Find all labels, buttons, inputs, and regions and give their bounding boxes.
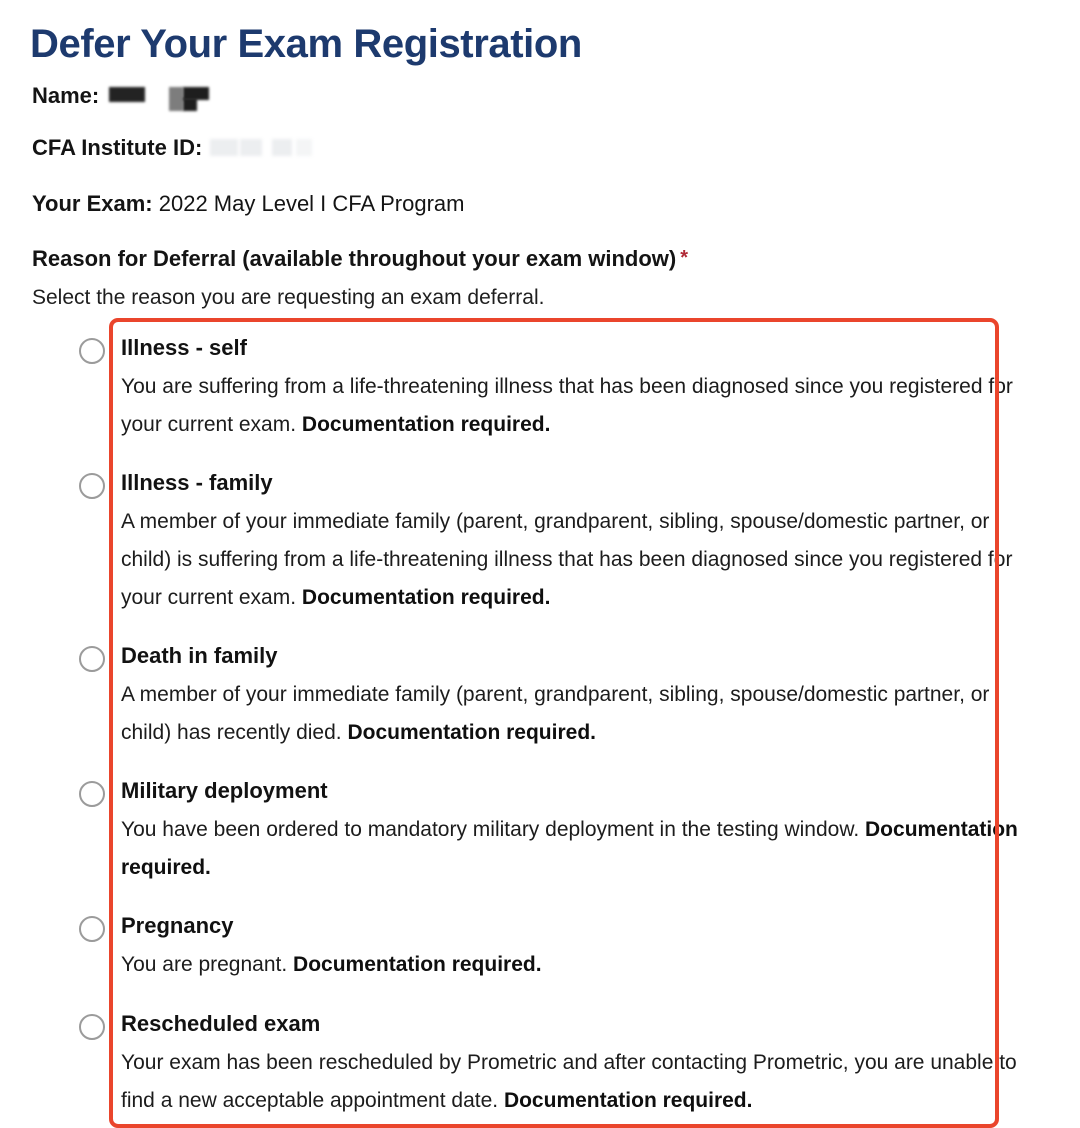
option-description-text: A member of your immediate family (parent, grandparent, sibling, spouse/domestic partner, or child) is suffering from a life-threatening illness that has been diagnosed since you registered for your current exam. xyxy=(121,510,1013,609)
option-documentation-note: Documentation required. xyxy=(301,413,551,436)
option-description xyxy=(121,1044,1021,1120)
option-body xyxy=(121,642,1051,752)
reason-question-help: Select the reason you are requesting an exam deferral. xyxy=(32,286,545,309)
option-description-text: You are suffering from a life-threatening illness that has been diagnosed since you registered for your current exam. xyxy=(121,375,1013,436)
option-description-text: Your exam has been rescheduled by Prometric and after contacting Prometric, you are unable to find a new acceptable appointment date. xyxy=(121,1051,1017,1112)
option-documentation-note: Documentation required. xyxy=(301,586,551,609)
option-body xyxy=(121,1010,1051,1120)
radio-button-icon[interactable] xyxy=(79,646,105,672)
radio-button-icon[interactable] xyxy=(79,1014,105,1040)
option-description xyxy=(121,811,1021,887)
cfa-institute-id-label: CFA Institute ID: xyxy=(32,135,203,160)
option-description xyxy=(121,946,1021,984)
option-description xyxy=(121,368,1021,444)
radio-button-icon[interactable] xyxy=(79,781,105,807)
redaction-block xyxy=(272,139,292,156)
option-documentation-note: Documentation required. xyxy=(293,953,542,976)
option-title: Rescheduled exam xyxy=(121,1011,321,1036)
redaction-block xyxy=(296,139,312,156)
reason-question-label xyxy=(32,244,688,273)
reason-question-text: Reason for Deferral (available throughout your exam window) xyxy=(32,246,677,271)
option-documentation-note: Documentation required. xyxy=(503,1089,753,1112)
redaction-block xyxy=(109,87,145,102)
option-title: Military deployment xyxy=(121,778,328,803)
option-body xyxy=(121,912,1051,984)
page-title: Defer Your Exam Registration xyxy=(30,21,582,66)
option-title: Illness - family xyxy=(121,470,273,495)
radio-button-icon[interactable] xyxy=(79,916,105,942)
option-title: Death in family xyxy=(121,643,278,668)
option-description-text: A member of your immediate family (parent, grandparent, sibling, spouse/domestic partner, or child) has recently died. xyxy=(121,683,990,744)
redaction-block xyxy=(240,139,262,156)
cfa-institute-id-redaction xyxy=(210,137,314,161)
option-description xyxy=(121,676,1021,752)
option-title: Pregnancy xyxy=(121,913,234,938)
redaction-block xyxy=(169,87,183,111)
option-description-text: You are pregnant. xyxy=(121,953,294,976)
applicant-name-label: Name: xyxy=(32,83,100,108)
cfa-institute-id-row xyxy=(32,134,314,162)
deferral-reason-radio-group[interactable] xyxy=(75,318,1080,1128)
option-documentation-note: Documentation required. xyxy=(121,818,1018,879)
required-asterisk-icon: * xyxy=(680,247,689,269)
option-documentation-note: Documentation required. xyxy=(347,721,596,744)
radio-button-icon[interactable] xyxy=(79,338,105,364)
option-body xyxy=(121,777,1051,887)
option-description xyxy=(121,503,1021,617)
option-title: Illness - self xyxy=(121,335,247,360)
option-description-text: You have been ordered to mandatory military deployment in the testing window. xyxy=(121,818,866,841)
applicant-name-row xyxy=(32,82,225,110)
redaction-block xyxy=(183,98,197,111)
your-exam-row xyxy=(32,190,464,218)
option-body xyxy=(121,334,1051,444)
your-exam-value: 2022 May Level I CFA Program xyxy=(158,191,465,216)
redaction-block xyxy=(210,139,238,156)
your-exam-label: Your Exam: xyxy=(32,191,153,216)
option-body xyxy=(121,469,1051,617)
radio-button-icon[interactable] xyxy=(79,473,105,499)
applicant-name-redaction xyxy=(107,84,225,110)
